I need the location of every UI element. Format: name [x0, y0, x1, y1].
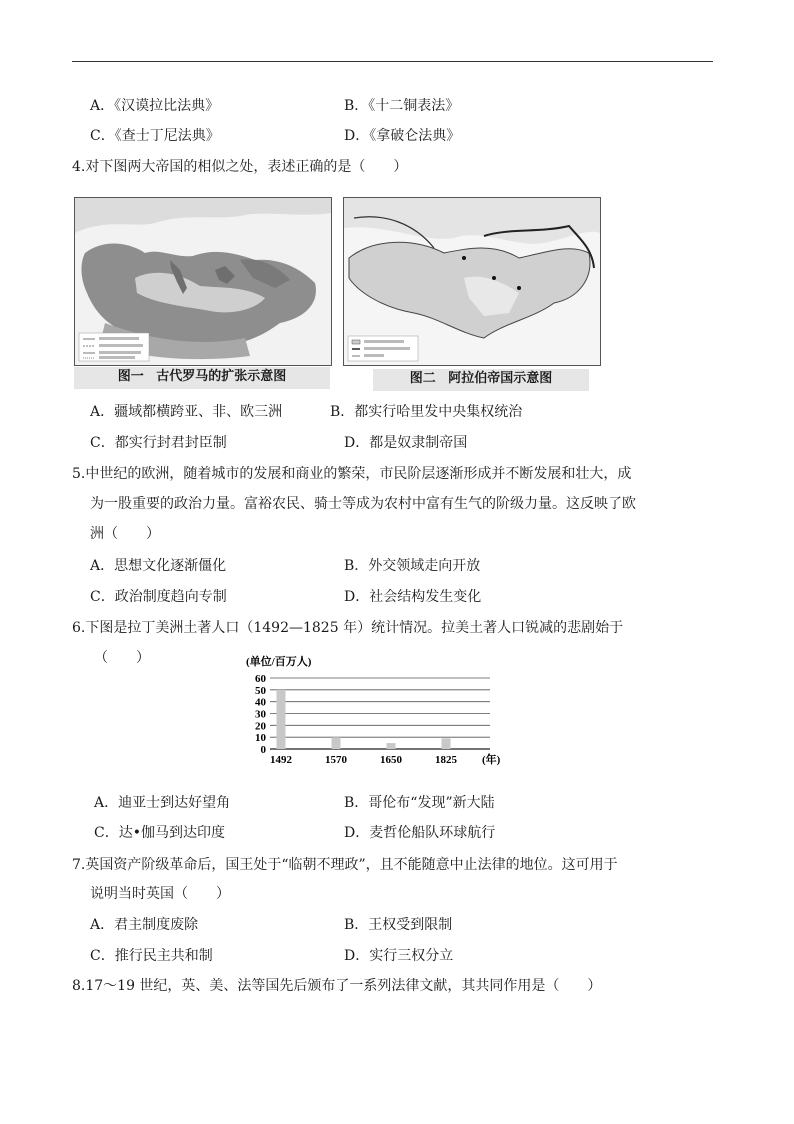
chart-y-tick-label: 60: [255, 673, 266, 685]
chart-y-tick-label: 30: [255, 708, 266, 721]
chart-x-axis-label: (年): [482, 754, 501, 766]
q3-option-a[interactable]: A．《汉谟拉比法典》: [90, 98, 220, 114]
chart-y-tick-label: 40: [255, 696, 266, 709]
q5-stem-line-3: 洲（ ）: [90, 526, 160, 542]
roman-map-label: 图一: [117, 369, 144, 384]
header-rule: [72, 61, 713, 62]
q5-option-a[interactable]: A．思想文化逐渐僵化: [90, 558, 227, 574]
chart-y-tick-label: 0: [260, 744, 266, 756]
roman-empire-map: [74, 197, 332, 366]
chart-x-tick-label: 1650: [380, 754, 402, 766]
q4-option-c[interactable]: C．都实行封君封臣制: [90, 435, 227, 451]
q3-option-d[interactable]: D．《拿破仑法典》: [344, 128, 461, 144]
q6-blank: （ ）: [94, 650, 150, 666]
chart-bar-1650: [387, 743, 396, 749]
arab-map-graphic: [344, 198, 600, 365]
roman-map-graphic: [75, 198, 331, 365]
q7-option-d[interactable]: D．实行三权分立: [344, 948, 454, 964]
chart-x-tick-label: 1825: [435, 754, 457, 766]
q3-option-b[interactable]: B．《十二铜表法》: [344, 98, 460, 114]
arab-map-label: 图二: [409, 371, 436, 386]
q6-option-c[interactable]: C．达•伽马到达印度: [94, 825, 225, 841]
q5-option-d[interactable]: D．社会结构发生变化: [344, 589, 482, 605]
chart-bar-1570: [332, 737, 341, 749]
q7-option-b[interactable]: B．王权受到限制: [344, 917, 453, 933]
arab-empire-map: [343, 197, 601, 366]
chart-bar-1825: [442, 738, 451, 749]
q7-stem-line-1: 7.英国资产阶级革命后，国王处于“临朝不理政”，且不能随意中止法律的地位。这可用于: [72, 857, 618, 873]
chart-x-tick-label: 1570: [325, 754, 347, 766]
chart-bar-1492: [277, 690, 286, 749]
q5-stem-line-1: 5.中世纪的欧洲，随着城市的发展和商业的繁荣，市民阶层逐渐形成并不断发展和壮大，成: [72, 466, 632, 482]
chart-x-tick-label: 1492: [270, 754, 292, 766]
q4-option-d[interactable]: D．都是奴隶制帝国: [344, 435, 468, 451]
q5-option-c[interactable]: C．政治制度趋向专制: [90, 589, 227, 605]
q6-option-d[interactable]: D．麦哲伦船队环球航行: [344, 825, 496, 841]
q5-stem-line-2: 为一股重要的政治力量。富裕农民、骑士等成为农村中富有生气的阶级力量。这反映了欧: [90, 496, 636, 512]
roman-map-caption-text: 古代罗马的扩张示意图: [156, 369, 287, 384]
arab-map-caption-text: 阿拉伯帝国示意图: [448, 371, 553, 386]
q7-option-c[interactable]: C．推行民主共和制: [90, 948, 213, 964]
q6-option-a[interactable]: A．迪亚士到达好望角: [94, 795, 231, 811]
q4-option-b[interactable]: B．都实行哈里发中央集权统治: [330, 404, 523, 420]
q4-option-a[interactable]: A．疆域都横跨亚、非、欧三洲: [90, 404, 283, 420]
q4-stem: 4.对下图两大帝国的相似之处，表述正确的是（ ）: [72, 159, 408, 175]
roman-map-caption: [74, 367, 330, 389]
arab-map-caption: [373, 369, 589, 391]
q6-option-b[interactable]: B．哥伦布“发现”新大陆: [344, 795, 495, 811]
q6-stem: 6.下图是拉丁美洲土著人口（1492—1825 年）统计情况。拉美土著人口锐减的悲剧始于: [72, 620, 624, 636]
q8-stem: 8.17～19 世纪，英、美、法等国先后颁布了一系列法律文献，其共同作用是（ ）: [72, 978, 602, 994]
chart-y-tick-label: 20: [255, 720, 266, 733]
chart-y-tick-label: 50: [255, 684, 266, 697]
chart-y-tick-label: 10: [255, 732, 266, 745]
q7-option-a[interactable]: A．君主制度废除: [90, 917, 199, 933]
population-bar-chart: [232, 648, 522, 773]
q5-option-b[interactable]: B．外交领域走向开放: [344, 558, 481, 574]
chart-y-axis-label: (单位/百万人): [246, 656, 312, 668]
q3-option-c[interactable]: C．《查士丁尼法典》: [90, 128, 220, 144]
q7-stem-line-2: 说明当时英国（ ）: [90, 886, 230, 902]
